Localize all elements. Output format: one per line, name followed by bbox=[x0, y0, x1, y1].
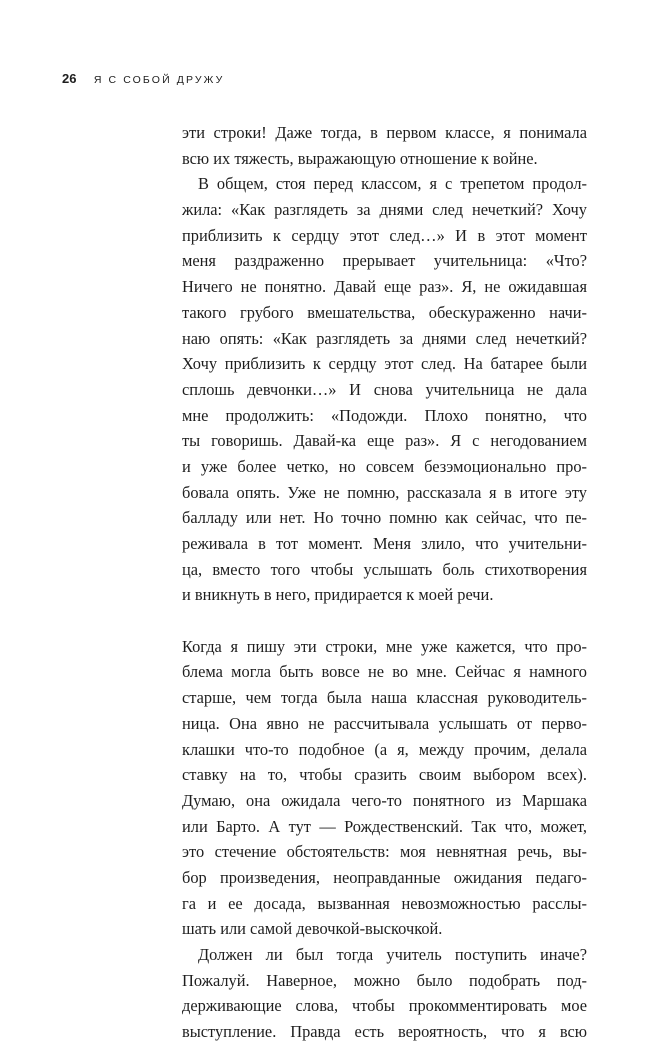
text-line: старше, чем тогда была наша классная руководитель- bbox=[182, 688, 587, 708]
text-line: мне продолжить: «Подожди. Плохо понятно, что bbox=[182, 405, 587, 425]
text-line: эти строки! Даже тогда, в первом классе, я понимала bbox=[182, 123, 587, 142]
text-line: держивающие слова, чтобы прокомментировать мое bbox=[182, 996, 587, 1016]
text-line: блема могла быть вовсе не во мне. Сейчас я намного bbox=[182, 662, 587, 682]
text-line: га и ее досада, вызванная невозможностью расслы- bbox=[182, 893, 587, 913]
text-line: наю опять: «Как разглядеть за днями след нечеткий? bbox=[182, 328, 587, 348]
text-line: шать или самой девочкой-выскочкой. bbox=[182, 919, 443, 939]
text-line: ца, вместо того чтобы услышать боль стихотворения bbox=[182, 559, 587, 579]
text-line: сплошь девчонки…» И снова учительница не дала bbox=[182, 379, 587, 399]
text-line: ница. Она явно не рассчитывала услышать от перво- bbox=[182, 713, 587, 733]
paragraph bbox=[182, 634, 587, 942]
paragraph bbox=[182, 120, 587, 171]
text-line: Должен ли был тогда учитель поступить иначе? bbox=[198, 945, 587, 964]
text-line: клашки что-то подобное (а я, между прочим, делала bbox=[182, 739, 587, 759]
text-line: это стечение обстоятельств: моя невнятная речь, вы- bbox=[182, 842, 587, 862]
text-line: Пожалуй. Наверное, можно было подобрать под- bbox=[182, 970, 587, 990]
text-line: меня раздраженно прерывает учительница: «Что? bbox=[182, 251, 587, 271]
text-line: балладу или нет. Но точно помню как сейчас, что пе- bbox=[182, 508, 587, 528]
text-line: бовала опять. Уже не помню, рассказала я в итоге эту bbox=[182, 482, 587, 502]
running-header bbox=[62, 71, 224, 86]
text-line: и вникнуть в него, придирается к моей речи. bbox=[182, 585, 494, 605]
text-line: Когда я пишу эти строки, мне уже кажется, что про- bbox=[182, 636, 587, 656]
running-title: Я С СОБОЙ ДРУЖУ bbox=[93, 74, 225, 86]
text-line: бор произведения, неоправданные ожидания педаго- bbox=[182, 867, 587, 887]
text-line: выступление. Правда есть вероятность, что я всю bbox=[182, 1022, 587, 1042]
text-line: Хочу приблизить к сердцу этот след. На батарее были bbox=[182, 354, 587, 374]
page-number: 26 bbox=[62, 71, 77, 86]
text-line: В общем, стоя перед классом, я с трепетом продол- bbox=[198, 174, 587, 194]
text-line: жила: «Как разглядеть за днями след нечеткий? Хочу bbox=[182, 200, 587, 220]
text-line: всю их тяжесть, выражающую отношение к войне. bbox=[182, 148, 538, 168]
text-line: и уже более четко, но совсем безэмоционально про- bbox=[182, 456, 587, 476]
paragraph bbox=[182, 171, 587, 608]
text-line: или Барто. А тут — Рождественский. Так что, может, bbox=[182, 816, 587, 836]
text-line: такого грубого вмешательства, обескураженно начи- bbox=[182, 302, 587, 322]
text-line: Ничего не понятно. Давай еще раз». Я, не ожидавшая bbox=[182, 277, 587, 297]
paragraph bbox=[182, 942, 587, 1045]
text-line: Думаю, она ожидала чего-то понятного из Маршака bbox=[182, 790, 587, 810]
text-line: ставку на то, чтобы сразить своим выбором всех). bbox=[182, 765, 587, 785]
paragraph-gap bbox=[182, 608, 587, 634]
text-line: приблизить к сердцу этот след…» И в этот момент bbox=[182, 225, 587, 245]
text-line: ты говоришь. Давай-ка еще раз». Я с негодованием bbox=[182, 431, 587, 451]
body-text bbox=[182, 120, 587, 1045]
text-line: реживала в тот момент. Меня злило, что учительни- bbox=[182, 534, 587, 553]
